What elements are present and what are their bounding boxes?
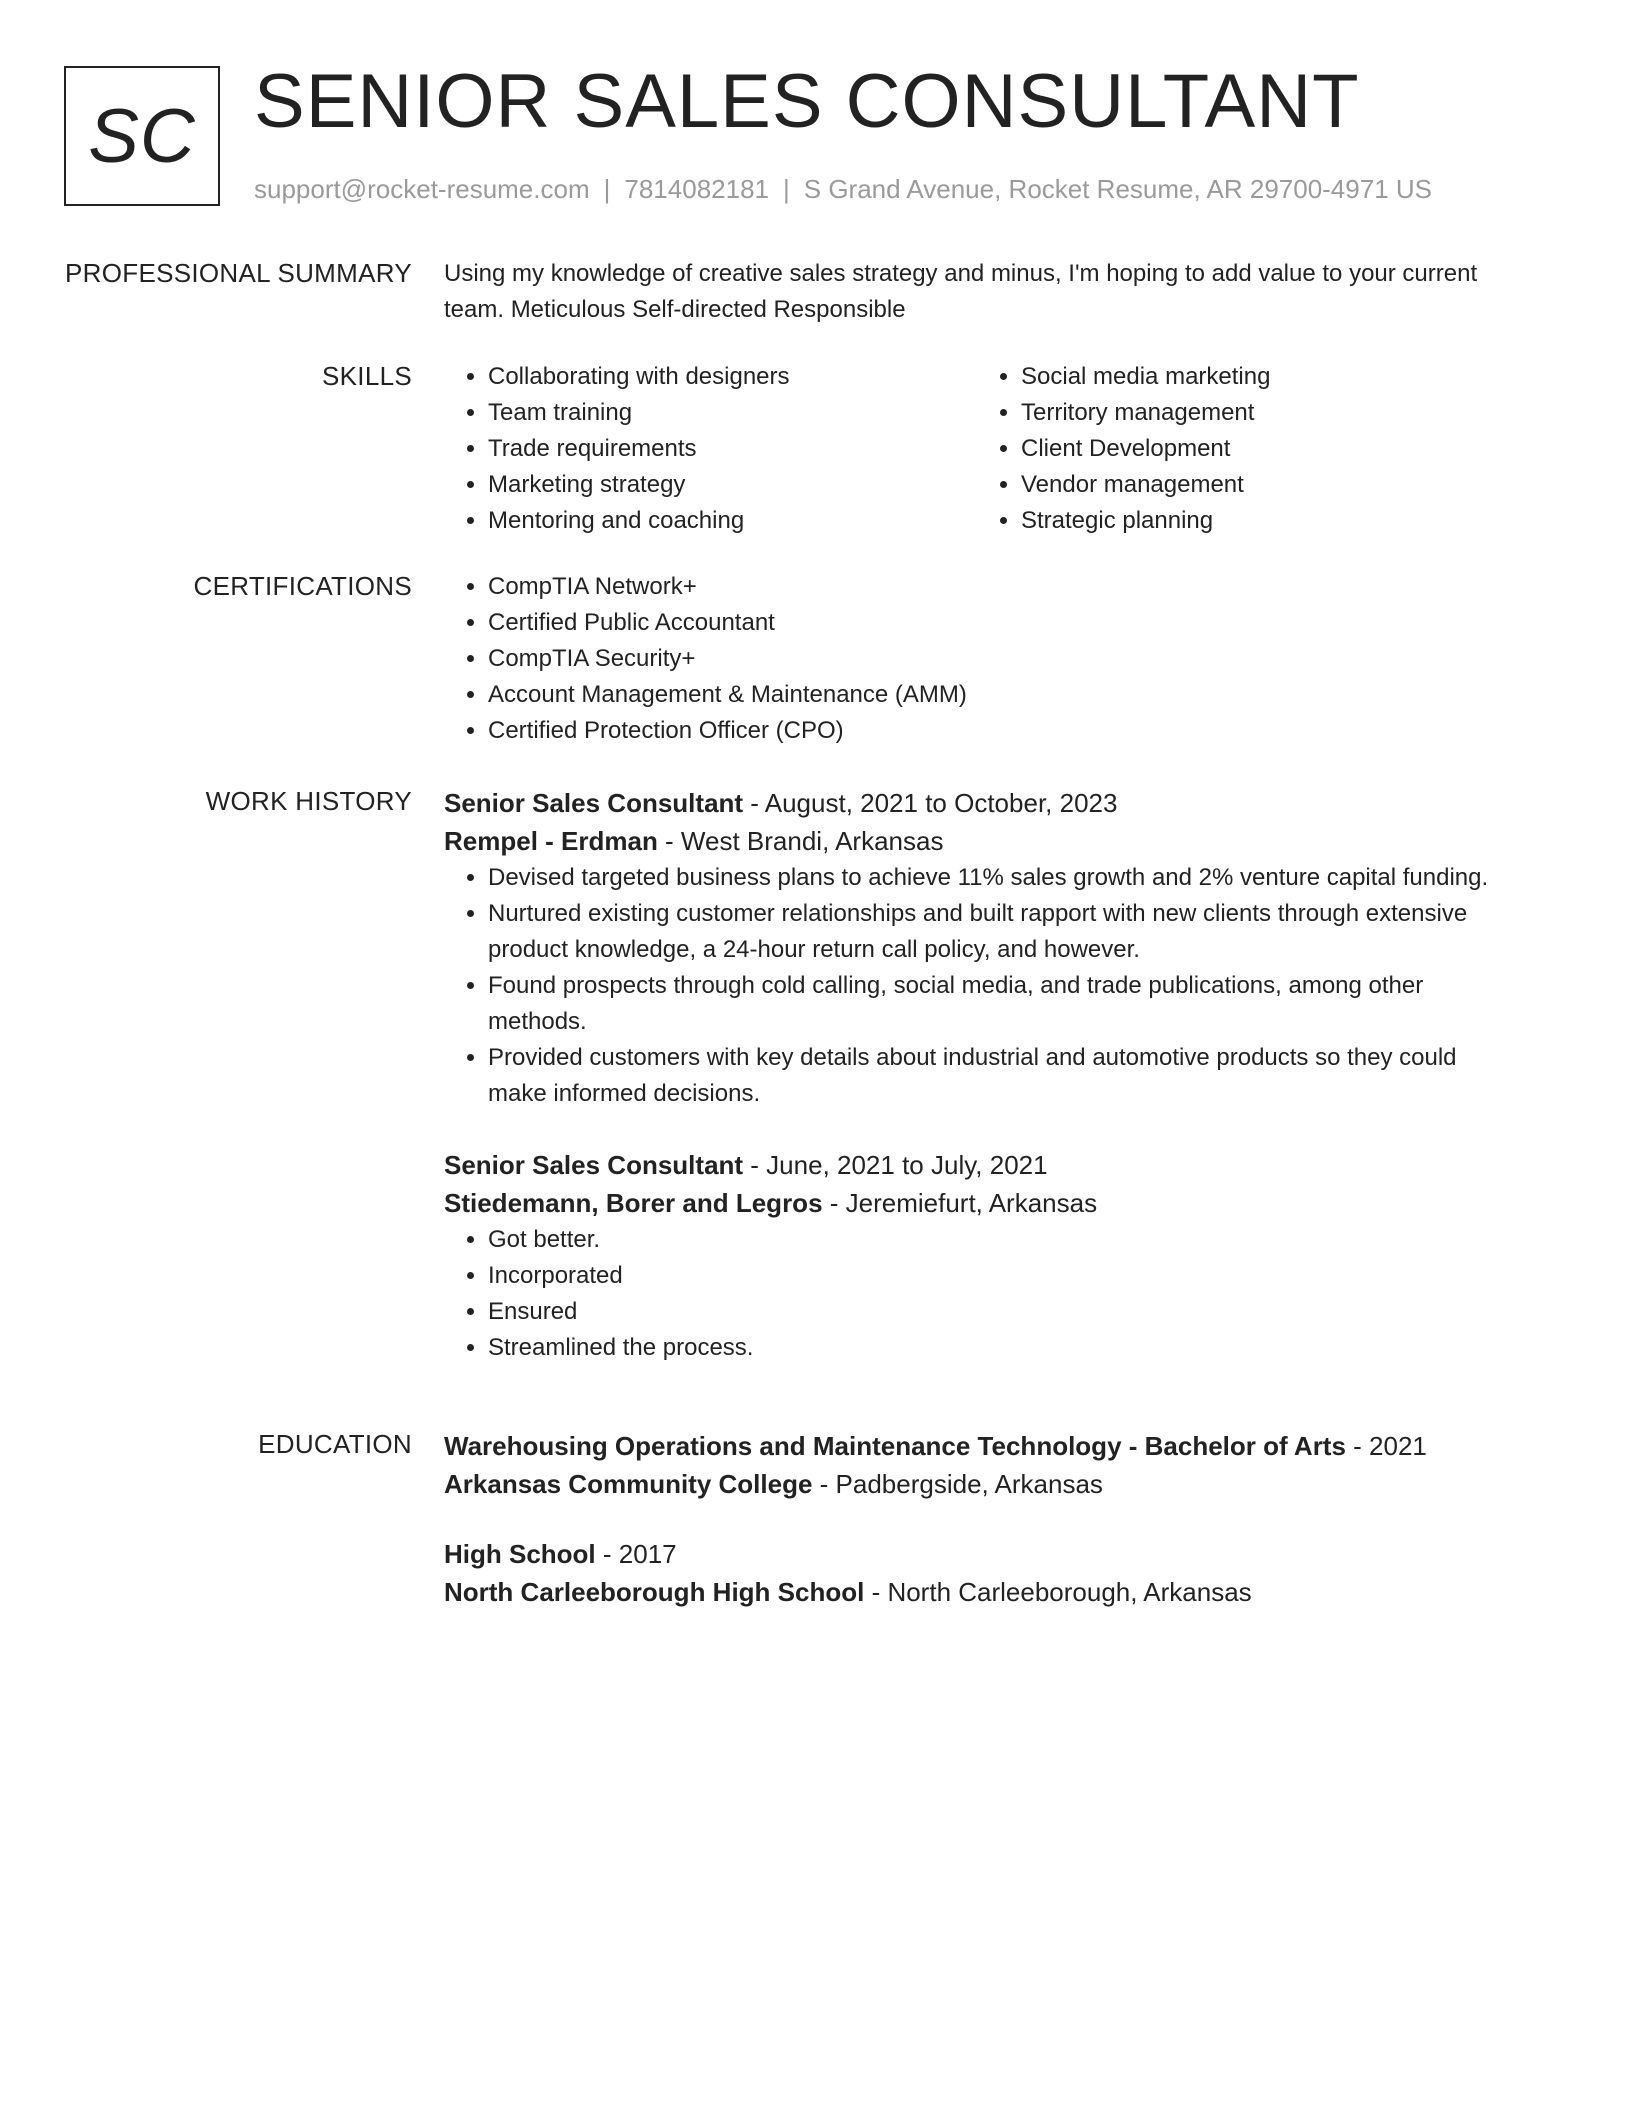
job-location: - Jeremiefurt, Arkansas [822, 1188, 1098, 1218]
list-item: • Vendor management [1021, 467, 1510, 503]
section-label: CERTIFICATIONS [193, 571, 412, 601]
list-item: • Certified Protection Officer (CPO) [488, 713, 1510, 749]
job-role-line [444, 784, 1510, 822]
list-item: • Ensured [488, 1294, 1510, 1330]
list-item: • Account Management & Maintenance (AMM) [488, 677, 1510, 713]
school-line [444, 1465, 1510, 1503]
job-location: - West Brandi, Arkansas [657, 826, 944, 856]
list-item: • Devised targeted business plans to achieve 11% sales growth and 2% venture capital funding. [488, 860, 1510, 896]
education-entry [444, 1427, 1510, 1503]
monogram-logo: SC [64, 66, 220, 206]
section-label: EDUCATION [258, 1429, 412, 1459]
contact-line [254, 172, 1432, 206]
section-label: SKILLS [322, 361, 412, 391]
contact-phone[interactable]: 7814082181 [624, 174, 769, 204]
job-company-line [444, 822, 1510, 860]
list-item: • Collaborating with designers [488, 359, 977, 395]
job-company: Rempel - Erdman [444, 826, 658, 856]
page-title: SENIOR SALES CONSULTANT [254, 59, 1360, 144]
list-item: • Got better. [488, 1222, 1510, 1258]
job-role: Senior Sales Consultant [444, 788, 744, 818]
list-item: • Certified Public Accountant [488, 605, 1510, 641]
job-company-line [444, 1184, 1510, 1222]
skills-list [444, 359, 1510, 539]
job-company: Stiedemann, Borer and Legros [444, 1188, 823, 1218]
school-line [444, 1573, 1510, 1611]
job-entry [444, 1146, 1510, 1366]
list-item: • CompTIA Security+ [488, 641, 1510, 677]
job-role: Senior Sales Consultant [444, 1150, 744, 1180]
school-name: Arkansas Community College [444, 1469, 813, 1499]
work-history-body [444, 784, 1510, 1366]
list-item: • Marketing strategy [488, 467, 977, 503]
degree-line [444, 1535, 1510, 1573]
degree-year: - 2021 [1345, 1431, 1427, 1461]
list-item: • Mentoring and coaching [488, 503, 977, 539]
degree-line [444, 1427, 1510, 1465]
school-location: - Padbergside, Arkansas [812, 1469, 1103, 1499]
skills-column-left [444, 359, 977, 539]
list-item: • Trade requirements [488, 431, 977, 467]
job-bullets [444, 1222, 1510, 1366]
list-item: • Incorporated [488, 1258, 1510, 1294]
list-item: • Streamlined the process. [488, 1330, 1510, 1366]
list-item: • Social media marketing [1021, 359, 1510, 395]
job-role-line [444, 1146, 1510, 1184]
job-entry [444, 784, 1510, 1112]
school-name: North Carleeborough High School [444, 1577, 865, 1607]
education-body [444, 1427, 1510, 1611]
list-item: • Provided customers with key details about industrial and automotive products so they could make informed decisions. [488, 1040, 1510, 1112]
section-label: PROFESSIONAL SUMMARY [65, 258, 412, 288]
list-item: • CompTIA Network+ [488, 569, 1510, 605]
list-item: • Territory management [1021, 395, 1510, 431]
degree-year: - 2017 [595, 1539, 677, 1569]
summary-text: Using my knowledge of creative sales strategy and minus, I'm hoping to add value to your current team. Meticulous Self-directed Responsible [444, 260, 1478, 323]
job-dates: - June, 2021 to July, 2021 [743, 1150, 1048, 1180]
contact-email[interactable]: support@rocket-resume.com [254, 174, 590, 204]
list-item: • Strategic planning [1021, 503, 1510, 539]
contact-separator: | [783, 174, 790, 204]
list-item: • Client Development [1021, 431, 1510, 467]
degree: Warehousing Operations and Maintenance Technology - Bachelor of Arts [444, 1431, 1346, 1461]
list-item: • Found prospects through cold calling, social media, and trade publications, among other methods. [488, 968, 1510, 1040]
degree: High School [444, 1539, 596, 1569]
list-item: • Team training [488, 395, 977, 431]
skills-column-right [977, 359, 1510, 539]
school-location: - North Carleeborough, Arkansas [864, 1577, 1252, 1607]
job-bullets [444, 860, 1510, 1112]
certifications-list [444, 569, 1510, 749]
contact-address: S Grand Avenue, Rocket Resume, AR 29700-4971 US [803, 174, 1432, 204]
list-item: • Nurtured existing customer relationships and built rapport with new clients through extensive product knowledge, a 24-hour return call policy, and however. [488, 896, 1510, 968]
section-label: WORK HISTORY [205, 786, 412, 816]
job-dates: - August, 2021 to October, 2023 [743, 788, 1118, 818]
education-entry [444, 1535, 1510, 1611]
contact-separator: | [603, 174, 611, 204]
